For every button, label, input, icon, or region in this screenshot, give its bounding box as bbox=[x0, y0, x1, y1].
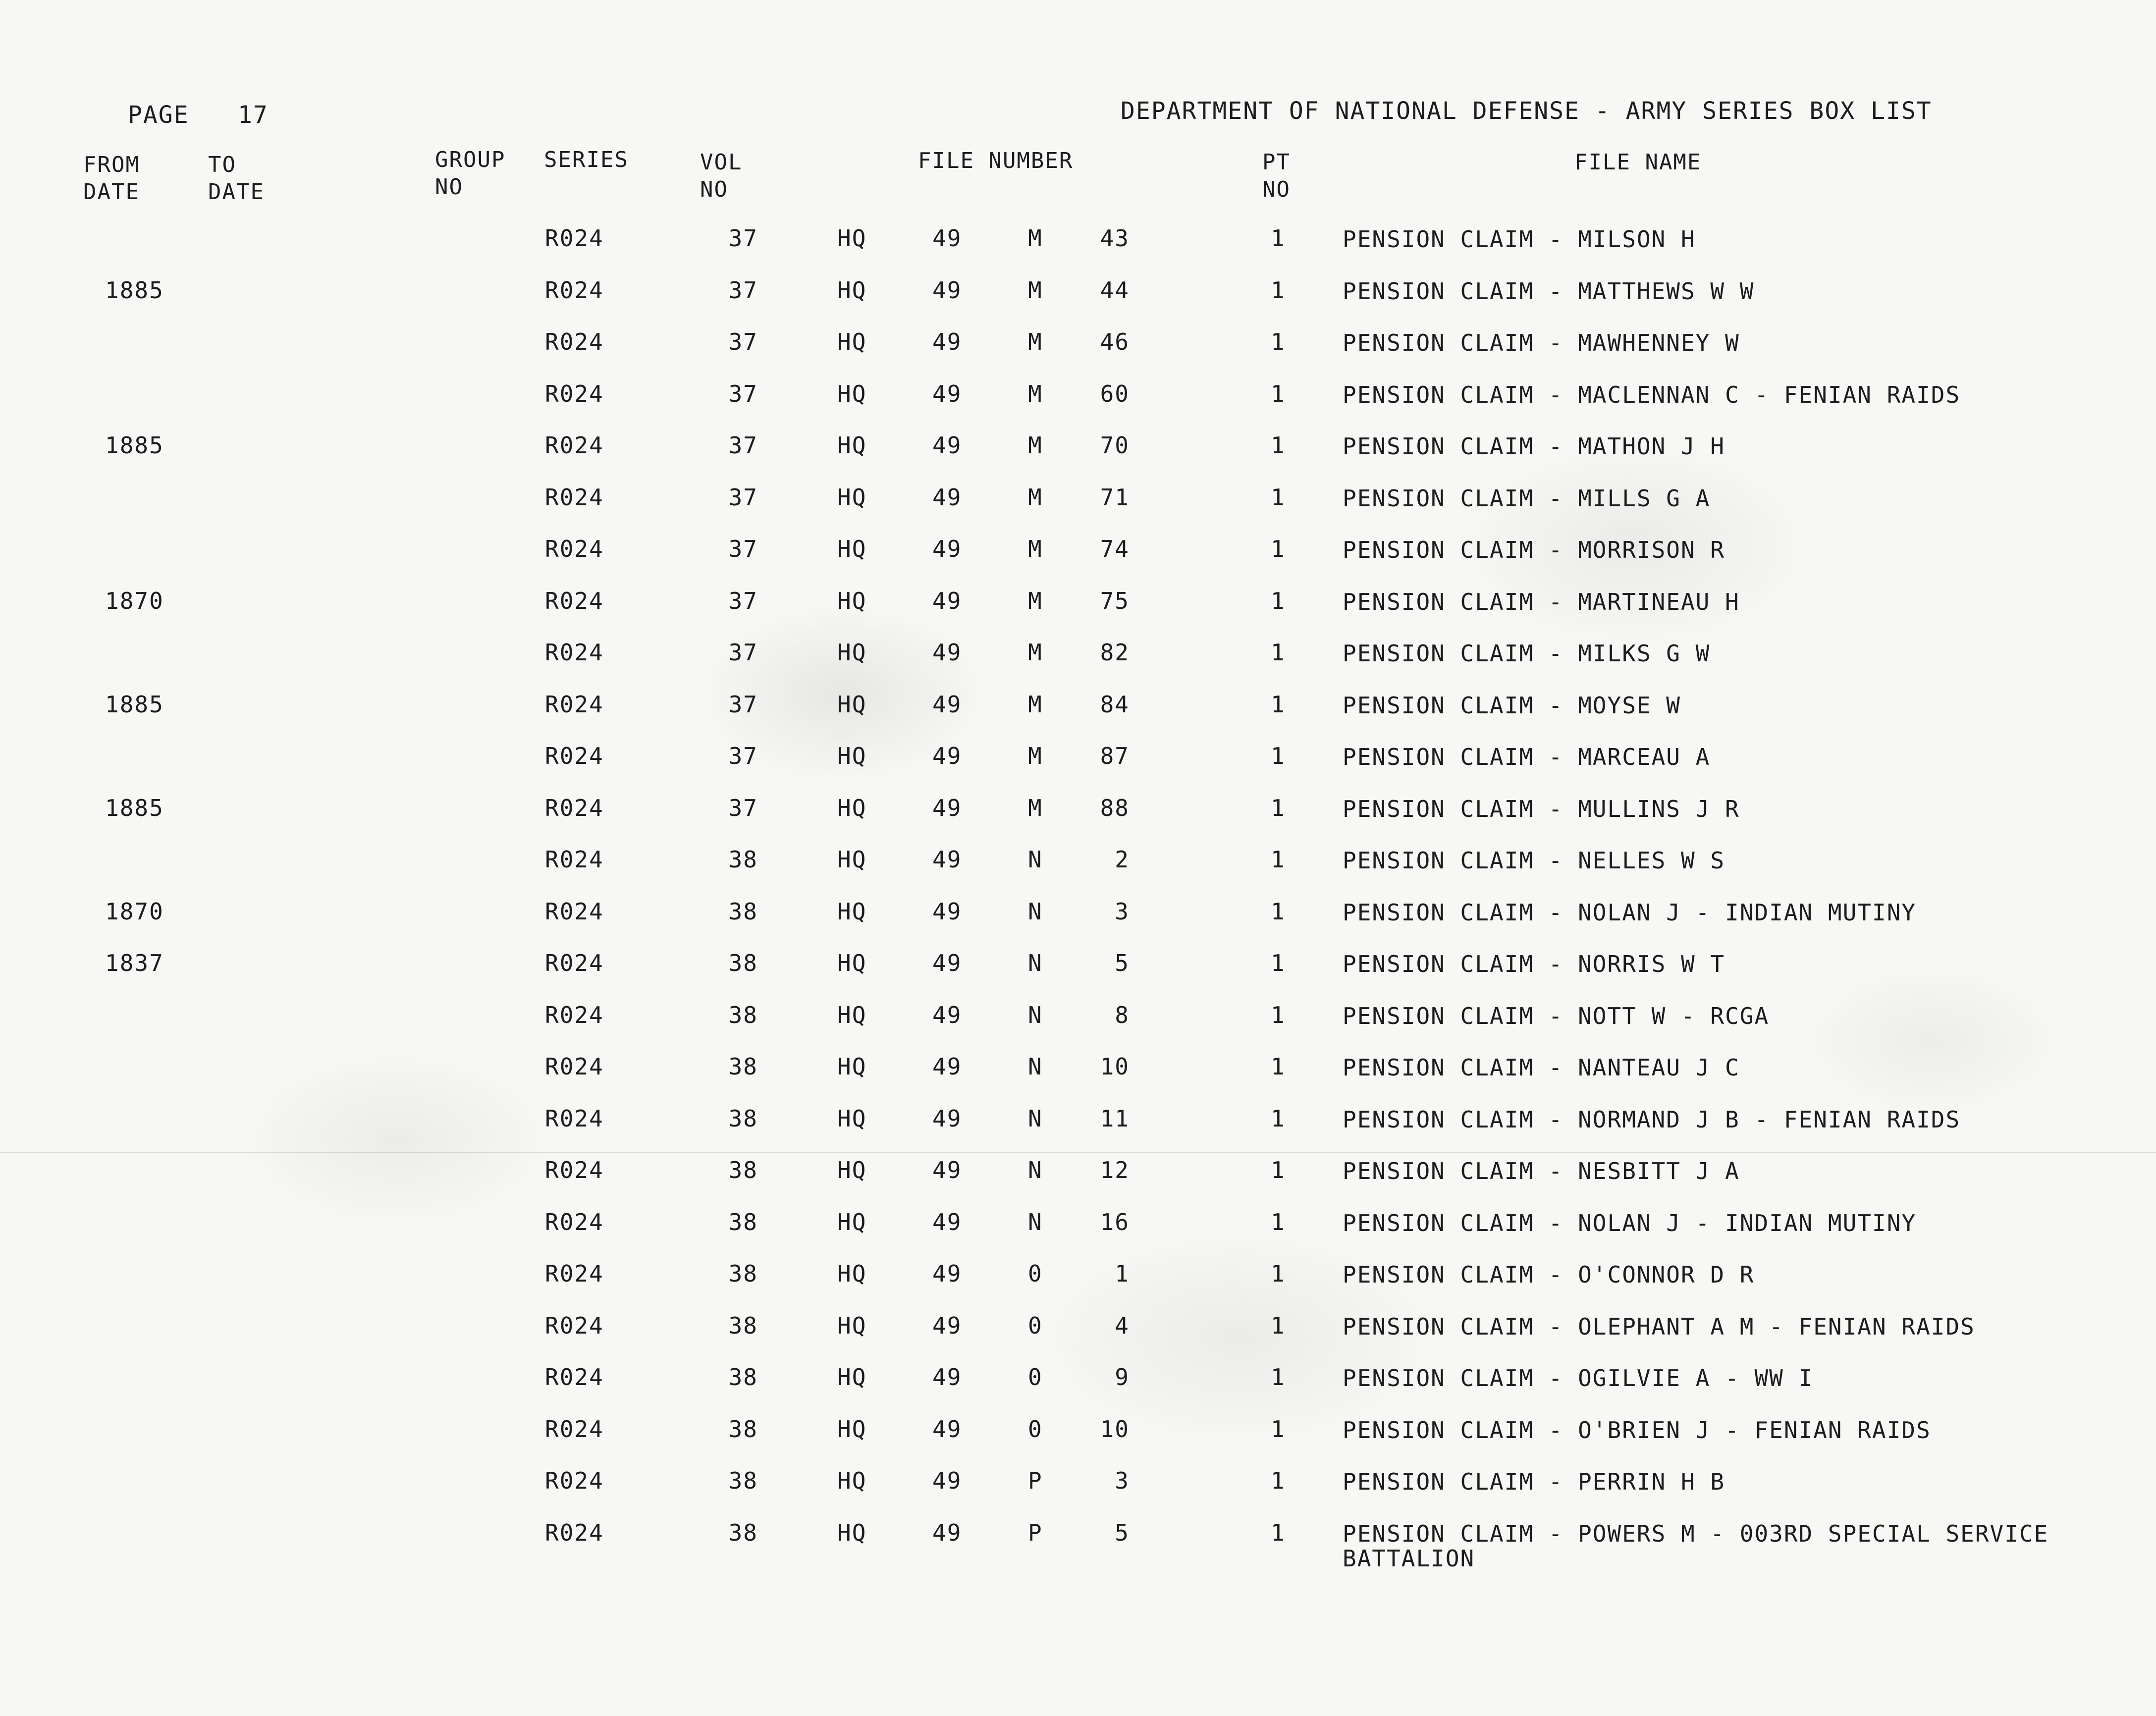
vol-cell: 37 bbox=[728, 328, 758, 355]
file-prefix-cell: HQ bbox=[837, 950, 867, 976]
file-group-cell: 49 bbox=[932, 225, 962, 252]
series-cell: R024 bbox=[545, 380, 604, 407]
column-header-file-number: FILE NUMBER bbox=[918, 148, 1074, 173]
vol-cell: 38 bbox=[728, 1415, 758, 1443]
series-cell: R024 bbox=[545, 328, 604, 355]
series-cell: R024 bbox=[545, 225, 604, 252]
file-name-cell: PENSION CLAIM - OLEPHANT A M - FENIAN RAIDS bbox=[1343, 1313, 1975, 1340]
pt-cell: 1 bbox=[1271, 1260, 1286, 1287]
file-group-cell: 49 bbox=[932, 1208, 962, 1235]
column-header-pt-no: PT NO bbox=[1262, 150, 1291, 202]
file-name-cell: PENSION CLAIM - MILKS G W bbox=[1343, 640, 1711, 667]
file-name-cell: PENSION CLAIM - POWERS M - 003RD SPECIAL SERVICE BATTALION bbox=[1343, 1520, 2049, 1572]
file-name-cell: PENSION CLAIM - O'BRIEN J - FENIAN RAIDS bbox=[1343, 1416, 1931, 1444]
vol-cell: 37 bbox=[728, 587, 758, 614]
file-prefix-cell: HQ bbox=[837, 846, 867, 873]
file-letter-cell: M bbox=[1028, 587, 1043, 614]
page-label: PAGE bbox=[128, 101, 189, 129]
series-cell: R024 bbox=[545, 432, 604, 459]
pt-cell: 1 bbox=[1271, 898, 1286, 925]
series-cell: R024 bbox=[545, 1260, 604, 1287]
file-seq-cell: 60 bbox=[1100, 380, 1130, 407]
vol-cell: 37 bbox=[728, 639, 758, 666]
pt-cell: 1 bbox=[1271, 639, 1286, 666]
pt-cell: 1 bbox=[1271, 328, 1286, 355]
file-letter-cell: N bbox=[1028, 846, 1043, 873]
pt-cell: 1 bbox=[1271, 950, 1286, 976]
vol-cell: 38 bbox=[728, 1001, 758, 1028]
page-fold-line bbox=[0, 1152, 2156, 1153]
series-cell: R024 bbox=[545, 1157, 604, 1183]
pt-cell: 1 bbox=[1271, 587, 1286, 614]
file-name-cell: PENSION CLAIM - MACLENNAN C - FENIAN RAIDS bbox=[1343, 381, 1961, 408]
file-group-cell: 49 bbox=[932, 432, 962, 459]
file-letter-cell: M bbox=[1028, 639, 1043, 666]
file-group-cell: 49 bbox=[932, 639, 962, 666]
from-date-cell: 1885 bbox=[105, 276, 164, 304]
vol-cell: 38 bbox=[728, 1105, 758, 1132]
series-cell: R024 bbox=[545, 898, 604, 925]
vol-cell: 38 bbox=[728, 1260, 758, 1287]
vol-cell: 37 bbox=[728, 380, 758, 407]
series-cell: R024 bbox=[545, 794, 604, 821]
file-prefix-cell: HQ bbox=[837, 328, 867, 355]
file-letter-cell: N bbox=[1028, 1001, 1043, 1028]
file-prefix-cell: HQ bbox=[837, 898, 867, 925]
file-group-cell: 49 bbox=[932, 691, 962, 718]
file-prefix-cell: HQ bbox=[837, 536, 867, 562]
pt-cell: 1 bbox=[1271, 483, 1286, 511]
file-letter-cell: M bbox=[1028, 483, 1043, 511]
from-date-cell: 1885 bbox=[105, 794, 164, 821]
vol-cell: 37 bbox=[728, 794, 758, 821]
vol-cell: 38 bbox=[728, 950, 758, 976]
pt-cell: 1 bbox=[1271, 1467, 1286, 1494]
file-seq-cell: 82 bbox=[1100, 639, 1130, 666]
vol-cell: 38 bbox=[728, 1157, 758, 1183]
vol-cell: 38 bbox=[728, 1208, 758, 1235]
series-cell: R024 bbox=[545, 1467, 604, 1494]
file-prefix-cell: HQ bbox=[837, 1208, 867, 1235]
file-letter-cell: M bbox=[1028, 536, 1043, 562]
file-seq-cell: 75 bbox=[1100, 587, 1130, 614]
file-letter-cell: P bbox=[1028, 1519, 1043, 1546]
series-cell: R024 bbox=[545, 1105, 604, 1132]
file-group-cell: 49 bbox=[932, 950, 962, 976]
page-number: 17 bbox=[238, 101, 269, 129]
vol-cell: 37 bbox=[728, 691, 758, 718]
vol-cell: 38 bbox=[728, 1519, 758, 1546]
file-letter-cell: 0 bbox=[1028, 1260, 1043, 1287]
series-cell: R024 bbox=[545, 536, 604, 562]
file-name-cell: PENSION CLAIM - O'CONNOR D R bbox=[1343, 1261, 1755, 1288]
series-cell: R024 bbox=[545, 1364, 604, 1391]
file-seq-cell: 71 bbox=[1100, 483, 1130, 511]
file-prefix-cell: HQ bbox=[837, 639, 867, 666]
file-name-cell: PENSION CLAIM - NELLES W S bbox=[1343, 847, 1725, 874]
file-seq-cell: 87 bbox=[1100, 743, 1130, 769]
file-name-cell: PENSION CLAIM - MILLS G A bbox=[1343, 484, 1711, 512]
file-group-cell: 49 bbox=[932, 1364, 962, 1391]
pt-cell: 1 bbox=[1271, 276, 1286, 304]
file-prefix-cell: HQ bbox=[837, 794, 867, 821]
file-prefix-cell: HQ bbox=[837, 1001, 867, 1028]
file-seq-cell: 3 bbox=[1115, 898, 1130, 925]
file-letter-cell: N bbox=[1028, 950, 1043, 976]
file-name-cell: PENSION CLAIM - MILSON H bbox=[1343, 226, 1696, 253]
file-seq-cell: 16 bbox=[1100, 1208, 1130, 1235]
file-seq-cell: 74 bbox=[1100, 536, 1130, 562]
series-cell: R024 bbox=[545, 1053, 604, 1080]
file-seq-cell: 9 bbox=[1115, 1364, 1130, 1391]
file-prefix-cell: HQ bbox=[837, 743, 867, 769]
file-seq-cell: 70 bbox=[1100, 432, 1130, 459]
series-cell: R024 bbox=[545, 1519, 604, 1546]
file-name-cell: PENSION CLAIM - MOYSE W bbox=[1343, 692, 1681, 719]
pt-cell: 1 bbox=[1271, 846, 1286, 873]
file-seq-cell: 8 bbox=[1115, 1001, 1130, 1028]
file-prefix-cell: HQ bbox=[837, 276, 867, 304]
file-seq-cell: 1 bbox=[1115, 1260, 1130, 1287]
file-seq-cell: 5 bbox=[1115, 950, 1130, 976]
series-cell: R024 bbox=[545, 483, 604, 511]
file-seq-cell: 10 bbox=[1100, 1415, 1130, 1443]
series-cell: R024 bbox=[545, 1001, 604, 1028]
pt-cell: 1 bbox=[1271, 1312, 1286, 1339]
file-letter-cell: M bbox=[1028, 276, 1043, 304]
file-name-cell: PENSION CLAIM - MORRISON R bbox=[1343, 536, 1725, 563]
vol-cell: 37 bbox=[728, 432, 758, 459]
file-seq-cell: 44 bbox=[1100, 276, 1130, 304]
pt-cell: 1 bbox=[1271, 1105, 1286, 1132]
document-title: DEPARTMENT OF NATIONAL DEFENSE - ARMY SERIES BOX LIST bbox=[1121, 97, 1932, 125]
pt-cell: 1 bbox=[1271, 1415, 1286, 1443]
vol-cell: 38 bbox=[728, 1053, 758, 1080]
file-name-cell: PENSION CLAIM - NORMAND J B - FENIAN RAIDS bbox=[1343, 1106, 1961, 1133]
file-seq-cell: 5 bbox=[1115, 1519, 1130, 1546]
pt-cell: 1 bbox=[1271, 1001, 1286, 1028]
file-group-cell: 49 bbox=[932, 1053, 962, 1080]
pt-cell: 1 bbox=[1271, 691, 1286, 718]
file-group-cell: 49 bbox=[932, 1467, 962, 1494]
file-letter-cell: M bbox=[1028, 328, 1043, 355]
file-letter-cell: M bbox=[1028, 794, 1043, 821]
column-header-file-name: FILE NAME bbox=[1574, 150, 1702, 175]
file-name-cell: PENSION CLAIM - NANTEAU J C bbox=[1343, 1054, 1740, 1081]
file-letter-cell: P bbox=[1028, 1467, 1043, 1494]
series-cell: R024 bbox=[545, 1312, 604, 1339]
file-prefix-cell: HQ bbox=[837, 1312, 867, 1339]
file-name-cell: PENSION CLAIM - NOTT W - RCGA bbox=[1343, 1002, 1770, 1029]
vol-cell: 37 bbox=[728, 225, 758, 252]
column-header-series: SERIES bbox=[544, 147, 629, 172]
file-group-cell: 49 bbox=[932, 536, 962, 562]
file-prefix-cell: HQ bbox=[837, 1260, 867, 1287]
file-group-cell: 49 bbox=[932, 1519, 962, 1546]
file-seq-cell: 3 bbox=[1115, 1467, 1130, 1494]
file-name-cell: PENSION CLAIM - PERRIN H B bbox=[1343, 1468, 1725, 1495]
file-letter-cell: 0 bbox=[1028, 1415, 1043, 1443]
file-letter-cell: M bbox=[1028, 432, 1043, 459]
file-name-cell: PENSION CLAIM - MULLINS J R bbox=[1343, 795, 1740, 822]
vol-cell: 37 bbox=[728, 483, 758, 511]
from-date-cell: 1870 bbox=[105, 898, 164, 925]
file-prefix-cell: HQ bbox=[837, 1364, 867, 1391]
file-prefix-cell: HQ bbox=[837, 225, 867, 252]
series-cell: R024 bbox=[545, 950, 604, 976]
file-seq-cell: 10 bbox=[1100, 1053, 1130, 1080]
file-group-cell: 49 bbox=[932, 1415, 962, 1443]
file-prefix-cell: HQ bbox=[837, 1519, 867, 1546]
file-letter-cell: M bbox=[1028, 743, 1043, 769]
series-cell: R024 bbox=[545, 587, 604, 614]
series-cell: R024 bbox=[545, 691, 604, 718]
file-name-cell: PENSION CLAIM - MATHON J H bbox=[1343, 433, 1725, 460]
pt-cell: 1 bbox=[1271, 1519, 1286, 1546]
file-group-cell: 49 bbox=[932, 1105, 962, 1132]
file-letter-cell: N bbox=[1028, 1105, 1043, 1132]
vol-cell: 37 bbox=[728, 276, 758, 304]
column-header-group-no: GROUP NO bbox=[435, 147, 506, 200]
file-seq-cell: 11 bbox=[1100, 1105, 1130, 1132]
file-group-cell: 49 bbox=[932, 1001, 962, 1028]
series-cell: R024 bbox=[545, 1208, 604, 1235]
file-seq-cell: 46 bbox=[1100, 328, 1130, 355]
file-group-cell: 49 bbox=[932, 380, 962, 407]
series-cell: R024 bbox=[545, 743, 604, 769]
from-date-cell: 1837 bbox=[105, 950, 164, 976]
file-letter-cell: M bbox=[1028, 691, 1043, 718]
pt-cell: 1 bbox=[1271, 536, 1286, 562]
file-name-cell: PENSION CLAIM - NESBITT J A bbox=[1343, 1158, 1740, 1184]
pt-cell: 1 bbox=[1271, 1364, 1286, 1391]
pt-cell: 1 bbox=[1271, 225, 1286, 252]
file-group-cell: 49 bbox=[932, 794, 962, 821]
column-header-to-date: TO DATE bbox=[208, 152, 265, 205]
file-seq-cell: 2 bbox=[1115, 846, 1130, 873]
file-prefix-cell: HQ bbox=[837, 432, 867, 459]
file-group-cell: 49 bbox=[932, 483, 962, 511]
file-prefix-cell: HQ bbox=[837, 587, 867, 614]
file-group-cell: 49 bbox=[932, 1157, 962, 1183]
file-name-cell: PENSION CLAIM - MARTINEAU H bbox=[1343, 588, 1740, 615]
file-group-cell: 49 bbox=[932, 743, 962, 769]
file-seq-cell: 43 bbox=[1100, 225, 1130, 252]
file-letter-cell: M bbox=[1028, 380, 1043, 407]
file-letter-cell: N bbox=[1028, 1157, 1043, 1183]
file-seq-cell: 4 bbox=[1115, 1312, 1130, 1339]
file-name-cell: PENSION CLAIM - NOLAN J - INDIAN MUTINY bbox=[1343, 1209, 1917, 1236]
file-prefix-cell: HQ bbox=[837, 483, 867, 511]
pt-cell: 1 bbox=[1271, 743, 1286, 769]
series-cell: R024 bbox=[545, 1415, 604, 1443]
pt-cell: 1 bbox=[1271, 1053, 1286, 1080]
file-letter-cell: N bbox=[1028, 1053, 1043, 1080]
file-name-cell: PENSION CLAIM - MAWHENNEY W bbox=[1343, 329, 1740, 356]
file-seq-cell: 12 bbox=[1100, 1157, 1130, 1183]
file-name-cell: PENSION CLAIM - NORRIS W T bbox=[1343, 951, 1725, 977]
file-prefix-cell: HQ bbox=[837, 691, 867, 718]
series-cell: R024 bbox=[545, 639, 604, 666]
file-group-cell: 49 bbox=[932, 328, 962, 355]
vol-cell: 38 bbox=[728, 1467, 758, 1494]
column-header-from-date: FROM DATE bbox=[83, 152, 140, 205]
vol-cell: 38 bbox=[728, 846, 758, 873]
file-group-cell: 49 bbox=[932, 1260, 962, 1287]
vol-cell: 38 bbox=[728, 1312, 758, 1339]
file-letter-cell: M bbox=[1028, 225, 1043, 252]
pt-cell: 1 bbox=[1271, 794, 1286, 821]
vol-cell: 38 bbox=[728, 898, 758, 925]
file-prefix-cell: HQ bbox=[837, 1157, 867, 1183]
file-seq-cell: 88 bbox=[1100, 794, 1130, 821]
pt-cell: 1 bbox=[1271, 432, 1286, 459]
file-name-cell: PENSION CLAIM - MARCEAU A bbox=[1343, 744, 1711, 770]
from-date-cell: 1870 bbox=[105, 587, 164, 614]
series-cell: R024 bbox=[545, 276, 604, 304]
vol-cell: 37 bbox=[728, 743, 758, 769]
from-date-cell: 1885 bbox=[105, 432, 164, 459]
pt-cell: 1 bbox=[1271, 380, 1286, 407]
vol-cell: 38 bbox=[728, 1364, 758, 1391]
file-seq-cell: 84 bbox=[1100, 691, 1130, 718]
vol-cell: 37 bbox=[728, 536, 758, 562]
file-name-cell: PENSION CLAIM - NOLAN J - INDIAN MUTINY bbox=[1343, 899, 1917, 926]
file-prefix-cell: HQ bbox=[837, 1467, 867, 1494]
file-prefix-cell: HQ bbox=[837, 1415, 867, 1443]
file-prefix-cell: HQ bbox=[837, 380, 867, 407]
file-prefix-cell: HQ bbox=[837, 1053, 867, 1080]
file-name-cell: PENSION CLAIM - OGILVIE A - WW I bbox=[1343, 1365, 1814, 1392]
series-cell: R024 bbox=[545, 846, 604, 873]
pt-cell: 1 bbox=[1271, 1208, 1286, 1235]
file-letter-cell: 0 bbox=[1028, 1364, 1043, 1391]
from-date-cell: 1885 bbox=[105, 691, 164, 718]
file-group-cell: 49 bbox=[932, 587, 962, 614]
file-letter-cell: N bbox=[1028, 1208, 1043, 1235]
file-prefix-cell: HQ bbox=[837, 1105, 867, 1132]
file-name-cell: PENSION CLAIM - MATTHEWS W W bbox=[1343, 277, 1755, 305]
file-group-cell: 49 bbox=[932, 846, 962, 873]
file-group-cell: 49 bbox=[932, 898, 962, 925]
file-letter-cell: 0 bbox=[1028, 1312, 1043, 1339]
file-group-cell: 49 bbox=[932, 1312, 962, 1339]
file-letter-cell: N bbox=[1028, 898, 1043, 925]
file-group-cell: 49 bbox=[932, 276, 962, 304]
pt-cell: 1 bbox=[1271, 1157, 1286, 1183]
column-header-vol-no: VOL NO bbox=[700, 150, 743, 202]
